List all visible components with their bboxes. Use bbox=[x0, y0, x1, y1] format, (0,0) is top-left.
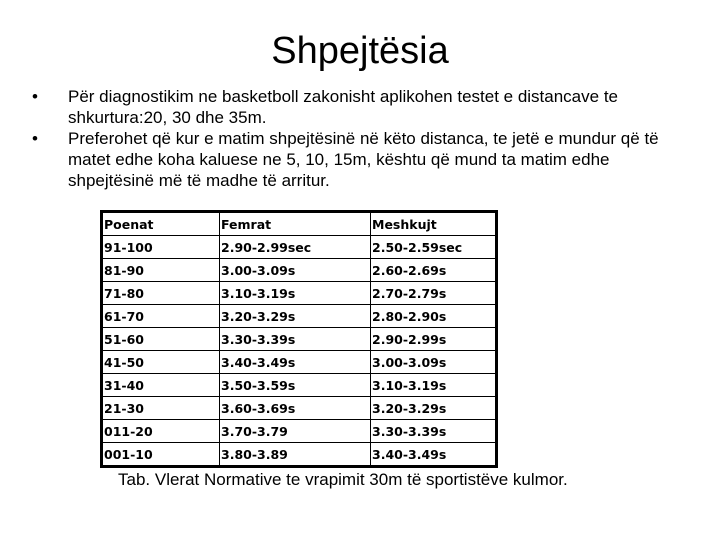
bullet-icon: • bbox=[32, 129, 38, 148]
table-cell: 3.30-3.39s bbox=[371, 420, 497, 443]
table-row bbox=[102, 397, 497, 420]
table-cell: 3.20-3.29s bbox=[371, 397, 497, 420]
table-cell: 3.00-3.09s bbox=[220, 259, 371, 282]
table-cell: Poenat bbox=[102, 212, 220, 236]
slide-title: Shpejtësia bbox=[271, 30, 449, 72]
table-cell: 71-80 bbox=[102, 282, 220, 305]
table-cell: 011-20 bbox=[102, 420, 220, 443]
table-cell: 3.00-3.09s bbox=[371, 351, 497, 374]
table-cell: 3.10-3.19s bbox=[371, 374, 497, 397]
table-cell: 21-30 bbox=[102, 397, 220, 420]
table-cell: 2.50-2.59sec bbox=[371, 236, 497, 259]
table-cell: 91-100 bbox=[102, 236, 220, 259]
table-cell: 001-10 bbox=[102, 443, 220, 467]
normative-table bbox=[100, 210, 498, 468]
table-cell: 3.10-3.19s bbox=[220, 282, 371, 305]
table-row bbox=[102, 282, 497, 305]
table-cell: 2.90-2.99sec bbox=[220, 236, 371, 259]
table-cell: 3.50-3.59s bbox=[220, 374, 371, 397]
table-cell: 81-90 bbox=[102, 259, 220, 282]
table-row bbox=[102, 259, 497, 282]
table-header-row bbox=[102, 212, 497, 236]
table-cell: 2.80-2.90s bbox=[371, 305, 497, 328]
bullet-item bbox=[32, 86, 692, 128]
table-cell: 3.30-3.39s bbox=[220, 328, 371, 351]
table-cell: 51-60 bbox=[102, 328, 220, 351]
bullet-text: Preferohet që kur e matim shpejtësinë në këto distanca, te jetë e mundur që të matet edhe koha kaluese ne 5, 10, 15m, kështu që mund ta matim edhe shpejtësinë më të madhe të arritur. bbox=[68, 129, 659, 190]
bullet-text: Për diagnostikim ne basketboll zakonisht aplikohen testet e distancave te shkurtura:20, 30 dhe 35m. bbox=[68, 87, 618, 127]
table-cell: 31-40 bbox=[102, 374, 220, 397]
table-cell: 3.40-3.49s bbox=[371, 443, 497, 467]
table-row bbox=[102, 374, 497, 397]
table-cell: 2.70-2.79s bbox=[371, 282, 497, 305]
table-cell: 41-50 bbox=[102, 351, 220, 374]
table-row bbox=[102, 420, 497, 443]
table-cell: Meshkujt bbox=[371, 212, 497, 236]
table-cell: 61-70 bbox=[102, 305, 220, 328]
table-cell: 3.70-3.79 bbox=[220, 420, 371, 443]
bullet-item bbox=[32, 128, 692, 191]
table-cell: 2.60-2.69s bbox=[371, 259, 497, 282]
table-cell: 3.60-3.69s bbox=[220, 397, 371, 420]
table-row bbox=[102, 328, 497, 351]
table-cell: 3.20-3.29s bbox=[220, 305, 371, 328]
bullet-list bbox=[32, 86, 692, 191]
table-cell: 3.80-3.89 bbox=[220, 443, 371, 467]
table-row bbox=[102, 351, 497, 374]
table-cell: Femrat bbox=[220, 212, 371, 236]
table-row bbox=[102, 443, 497, 467]
table-row bbox=[102, 305, 497, 328]
table-row bbox=[102, 236, 497, 259]
table-cell: 2.90-2.99s bbox=[371, 328, 497, 351]
table-caption: Tab. Vlerat Normative te vrapimit 30m të sportistëve kulmor. bbox=[118, 470, 568, 489]
table-cell: 3.40-3.49s bbox=[220, 351, 371, 374]
bullet-icon: • bbox=[32, 87, 38, 106]
